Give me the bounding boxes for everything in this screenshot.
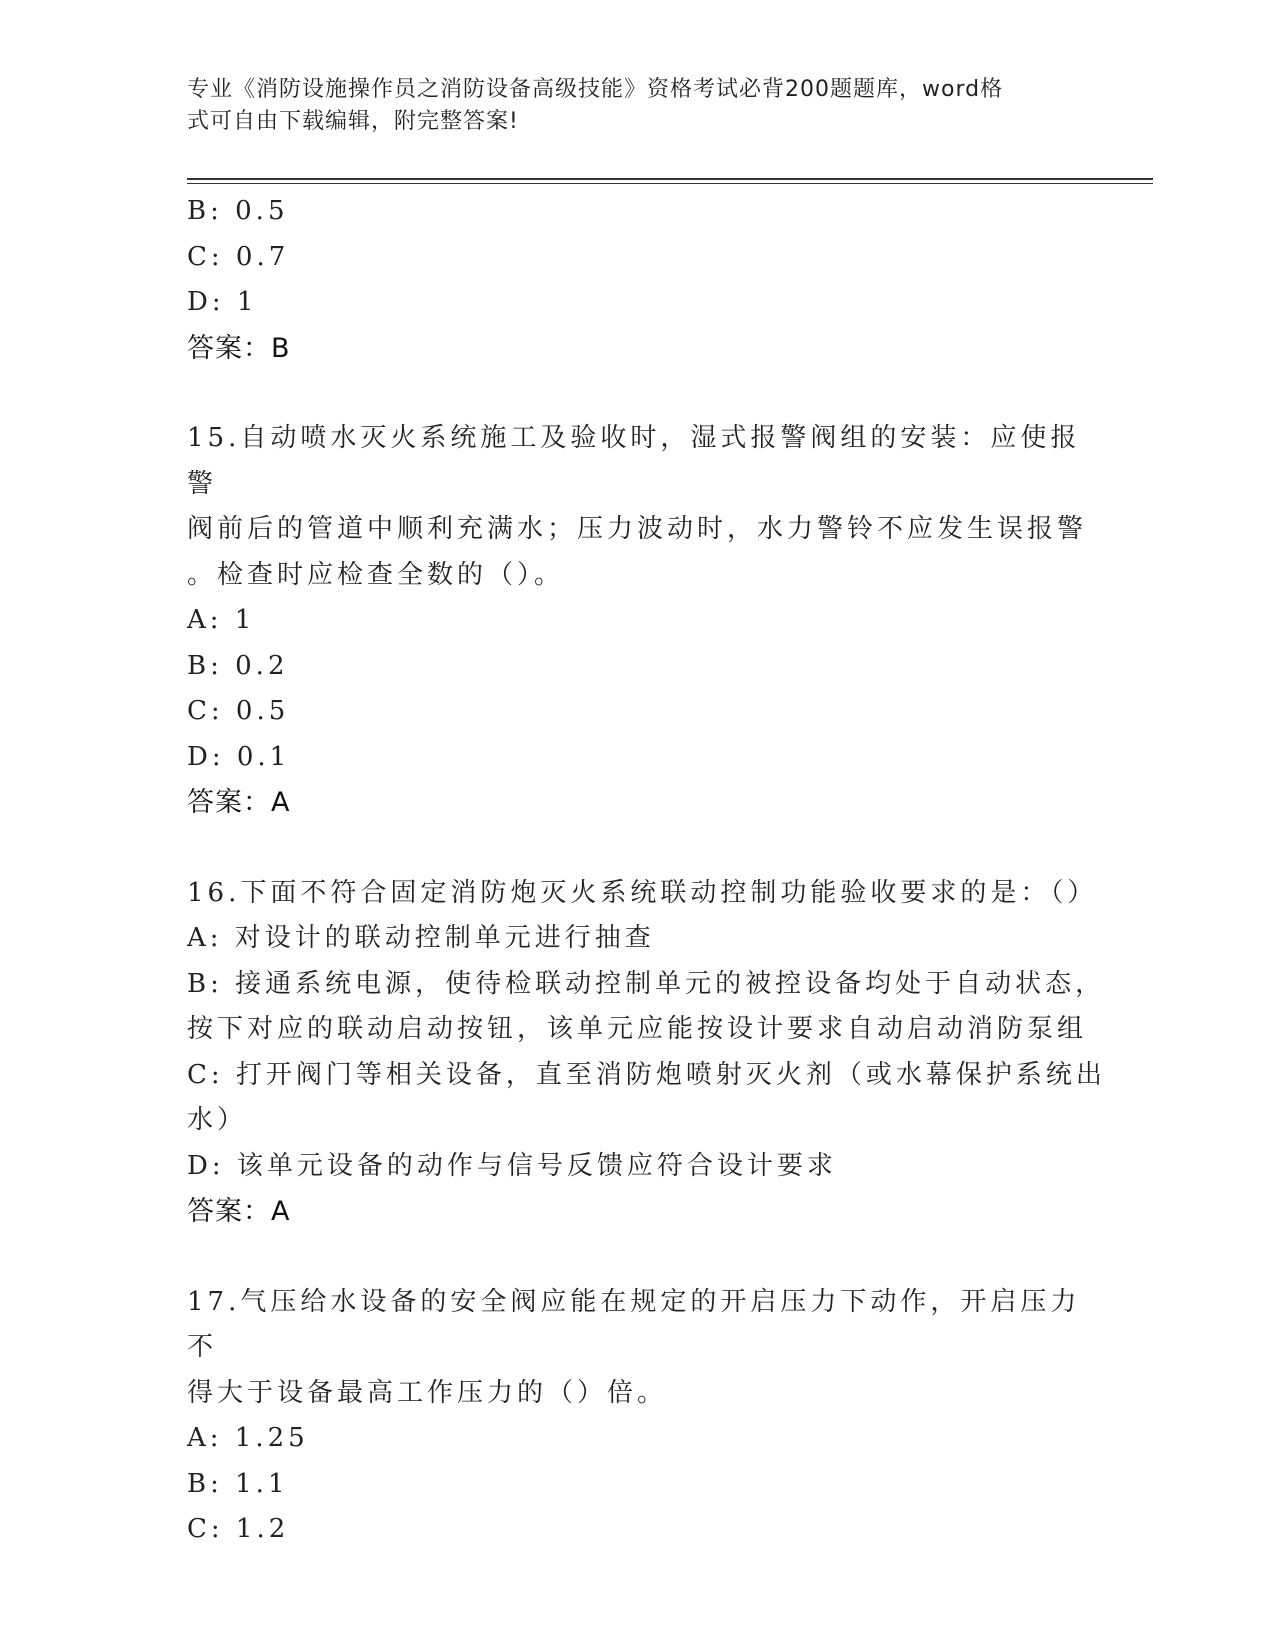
option-d: D: 0.1 [187,741,291,772]
answer-line: 答案：B [187,332,291,364]
option-c-line-2: 水） [187,1105,248,1135]
question-17 [187,1280,1087,1553]
spacer [187,826,1087,871]
option-d: D: 1 [187,287,258,317]
header-divider-thin [187,183,1153,184]
answer-line: 答案：A [187,1196,291,1227]
option-a: A: 1.25 [187,1423,309,1453]
header-title-line-2: 式可自由下载编辑，附完整答案! [187,109,519,134]
spacer [187,371,1087,416]
option-b-line-2: 按下对应的联动启动按钮，该单元应能按设计要求自动启动消防泵组 [187,1014,1088,1044]
option-d: D: 该单元设备的动作与信号反馈应符合设计要求 [187,1150,837,1181]
option-c-line-1: C: 打开阀门等相关设备，直至消防炮喷射灭火剂（或水幕保护系统出 [187,1059,1106,1090]
question-stem-line: 17.气压给水设备的安全阀应能在规定的开启压力下动作，开启压力不 [187,1286,1081,1362]
answer-line: 答案：A [187,787,291,818]
question-stem-line: 16.下面不符合固定消防炮灭火系统联动控制功能验收要求的是：（） [187,877,1098,908]
question-stem-line: 。检查时应检查全数的（）。 [187,559,565,590]
option-a: A: 对设计的联动控制单元进行抽查 [187,923,655,953]
option-c: C: 0.5 [187,696,290,726]
question-stem-line: 得大于设备最高工作压力的（）倍。 [187,1377,668,1408]
spacer [187,1235,1087,1280]
document-header [187,74,1067,138]
question-15 [187,416,1087,826]
option-c: C: 0.7 [187,241,290,272]
option-b: B: 0.5 [187,196,289,226]
question-stem-line: 阀前后的管道中顺利充满水；压力波动时，水力警铃不应发生误报警 [187,514,1088,544]
option-b: B: 0.2 [187,650,289,681]
option-a: A: 1 [187,605,256,635]
question-14-tail [187,189,1087,371]
question-16 [187,871,1106,1235]
option-b-line-1: B: 接通系统电源，使待检联动控制单元的被控设备均处于自动状态， [187,968,1106,999]
header-title-line-1: 专业《消防设施操作员之消防设备高级技能》资格考试必背200题题库，word格 [187,77,1004,102]
option-b: B: 1.1 [187,1468,289,1499]
option-c: C: 1.2 [187,1514,290,1544]
question-stem-line: 15.自动喷水灭火系统施工及验收时，湿式报警阀组的安装：应使报警 [187,423,1081,499]
question-list [187,189,1106,1553]
header-divider-thick [187,178,1153,180]
